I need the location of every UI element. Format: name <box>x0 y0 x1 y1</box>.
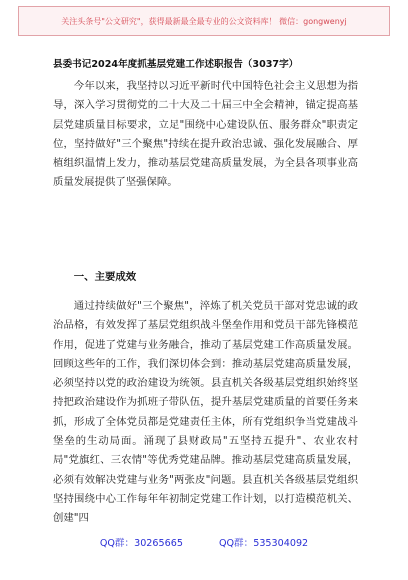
footer-qq-group-2: QQ群：535304092 <box>218 538 309 549</box>
top-banner <box>18 6 390 36</box>
paragraph-intro: 今年以来，我坚持以习近平新时代中国特色社会主义思想为指导，深入学习贯彻党的二十大及二十届三中全会精神，锚定提高基层党建质量目标要求，立足"围绕中心建设队伍、服务群众"职责定位，坚持做好"三个聚焦"持续在提升政治忠诚、强化发展融合、厚植组织温情上发力，推动基层党建高质量发展，为全县各项事业高质量发展提供了坚强保障。 <box>53 80 358 189</box>
footer-qq-group-1: QQ群：30265665 <box>99 538 183 549</box>
banner-text: 关注头条号"公文研究"，获得最新最全最专业的公文资料库！ 微信：gongwenyj <box>61 17 347 26</box>
paragraph-main-results: 通过持续做好"三个聚焦"，淬炼了机关党员干部对党忠诚的政治品格，有效发挥了基层党组织战斗堡垒作用和党员干部先锋模范作用，促进了党建与业务融合，推动了基层党建工作高质量发展。回顾这些年的工作，我们深切体会到：推动基层党建高质量发展，必须坚持以党的政治建设为统领。县直机关各级基层党组织始终坚持把政治建设作为抓班子带队伍，提升基层党建质量的首要任务来抓，形成了全体党员都是党建责任主体，所有党组织争当党建战斗堡垒的生动局面。涌现了县财政局"五坚持五提升"、农业农村局"党旗红、三农情"等优秀党建品牌。推动基层党建高质量发展，必须有效解决党建与业务"两张皮"问题。县直机关各级基层党组织坚持围绕中心工作每年年初制定党建工作计划，以打造模范机关、创建"四 <box>53 300 358 525</box>
page-footer <box>0 535 408 549</box>
section-heading-main-results: 一、主要成效 <box>73 271 137 283</box>
document-title: 县委书记2024年度抓基层党建工作述职报告（3037字） <box>53 59 299 70</box>
